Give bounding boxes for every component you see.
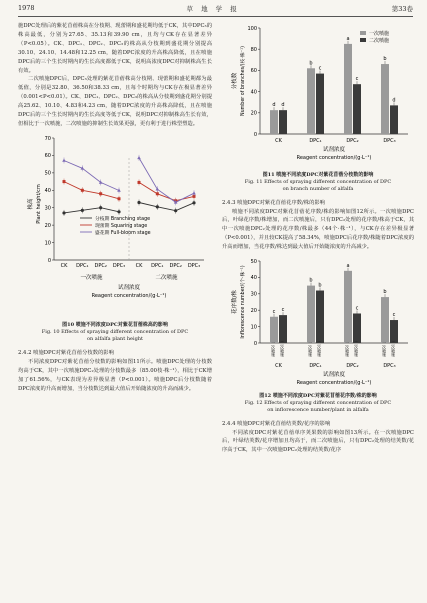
bar <box>279 110 287 134</box>
x-tick-label: DPC₃ <box>187 262 201 269</box>
y-tick-label: 0 <box>253 340 257 347</box>
y-tick-label: 40 <box>44 187 51 194</box>
bar-label: 一次喷施 <box>271 341 277 357</box>
y-tick-label: 40 <box>250 275 257 282</box>
x-axis-label-cn: 试剂浓度 <box>322 372 346 379</box>
y-tick-label: 60 <box>250 68 257 75</box>
bar <box>353 84 361 134</box>
significance-letter: c <box>355 76 359 83</box>
legend-label: 现蕾期 Squaring stage <box>95 223 148 229</box>
x-axis-label-cn: 试剂浓度 <box>322 147 346 153</box>
bar-label: 一次喷施 <box>382 341 388 357</box>
x-tick-label: CK <box>275 138 282 144</box>
y-tick-label: 30 <box>250 291 257 298</box>
y-tick-label: 60 <box>44 153 51 160</box>
series-line <box>64 181 119 198</box>
figure-12-bar-chart <box>222 255 414 393</box>
x-tick-label: DPC₁ <box>309 363 322 370</box>
paragraph: 施DPC处理后的紫花苜蓿株高在分枝期、现蕾期和盛花期均低于CK，其中DPC₃的株高最低，分别为27.65、35.13和39.90 cm，且均与CK存在显著差异（P<0.05）。CK、DPC₁、DPC₂、DPC₃的株高从分枝期到盛花期分别提高30.10、24.10、14.48和12.25 cm，随着DPC浓度的升高株高降低，且在喷施DPC后的三个生长时期内的生长高度都低于CK，说明高浓度DPC对抑制株高生长有效。 <box>18 23 212 74</box>
significance-letter: d <box>281 102 285 109</box>
y-tick-label: 50 <box>250 258 257 265</box>
journal-name: 草 地 学 报 <box>186 5 240 13</box>
x-tick-label: DPC₁ <box>151 262 164 269</box>
x-tick-label: DPC₂ <box>94 262 107 269</box>
page-header <box>18 4 413 17</box>
figure-11-bar-chart <box>222 22 414 172</box>
significance-letter: b <box>309 60 313 67</box>
x-tick-label: CK <box>275 363 282 370</box>
bar <box>353 314 361 344</box>
bar <box>390 320 398 343</box>
legend-label: 一次喷施 <box>369 31 390 37</box>
paragraph: 不同浓度DPC对紫花苜蓿单序荚果数的影响如图13所示。在一次喷施DPC后，叶绿结荚数/花序增加且均高于，而二次喷施后，只有DPC₂处理的结荚数/花序高于CK，其中一次喷施DPC₂处理的结荚数/花序 <box>222 429 414 454</box>
y-axis-label-en: Number of branches/(枝·株⁻¹) <box>241 45 246 117</box>
figure-12-caption-en: on inflorescence number/plant in alfalfa <box>267 407 369 414</box>
significance-letter: b <box>383 289 387 296</box>
y-axis-label-cn: 花序数/株 <box>232 290 238 314</box>
bar-label: 二次喷施 <box>280 341 286 357</box>
x-tick-label: DPC₁ <box>76 262 89 269</box>
figure-12-caption-en: Fig. 12 Effects of spraying different concentration of DPC <box>244 400 392 407</box>
section-heading: 2.4.3 喷施DPC对紫花苜蓿花序数/株的影响 <box>222 199 325 206</box>
significance-letter: c <box>392 312 396 319</box>
significance-letter: c <box>318 65 322 72</box>
bar <box>270 317 278 343</box>
y-tick-label: 30 <box>44 205 51 212</box>
figure-10-caption-en: on alfalfa plant height <box>86 336 144 343</box>
y-tick-label: 10 <box>250 324 257 331</box>
page-number: 1978 <box>18 4 35 12</box>
bar <box>390 105 398 134</box>
x-tick-label: CK <box>135 262 143 269</box>
x-tick-label: DPC₁ <box>309 138 322 144</box>
y-tick-label: 20 <box>250 308 257 315</box>
legend-swatch <box>360 31 366 35</box>
x-axis-label-en: Reagent concentration/(g·L⁻¹) <box>296 380 372 387</box>
section-heading: 2.4.2 喷施DPC对紫花苜蓿分枝数的影响 <box>18 350 114 357</box>
series-line <box>139 158 194 202</box>
figure-11-caption-cn: 图11 喷施不同浓度DPC对紫花苜蓿分枝数的影响 <box>262 172 374 178</box>
bar <box>307 286 315 343</box>
figure-10-caption-cn: 图10 喷施不同浓度DPC对紫花苜蓿株高的影响 <box>62 321 168 328</box>
bar <box>316 74 324 134</box>
y-tick-label: 70 <box>44 135 51 142</box>
section-heading: 2.4.4 喷施DPC对紫花苜蓿结荚数/花序的影响 <box>222 420 331 427</box>
y-axis-label-en: Inflorescence number/(个·株⁻¹) <box>241 265 246 339</box>
x-tick-label: CK <box>60 262 68 269</box>
bar <box>307 68 315 134</box>
significance-letter: d <box>272 102 276 109</box>
y-tick-label: 100 <box>247 25 257 32</box>
y-tick-label: 0 <box>47 257 51 264</box>
figure-10-caption-en: Fig. 10 Effects of spraying different concentration of DPC <box>41 329 189 336</box>
series-line <box>139 202 194 210</box>
paragraph: 二次喷施DPC后，DPC₃处理的紫花苜蓿株高分枝期、现蕾期和盛花期都为最低值，分别是32.80、36.50和38.33 cm，且每个时期均与CK存在极显著差异（0.001<P<0.01）。CK、DPC₁、DPC₂、DPC₃的株高从分枝期到盛花期分别提高25.62、10.10、4.83和4.23 cm，随着DPC浓度的升高株高降低，且在喷施DPC后的三个生长时期内的生长高度等低于CK，说明DPC对抑制株高生长有效，但相比于一次喷施，二次喷施的抑制生长效果更强，更有利于进行株型塑造。 <box>18 76 212 127</box>
y-tick-label: 80 <box>250 47 257 53</box>
series-line <box>64 208 119 213</box>
y-tick-label: 50 <box>44 170 51 177</box>
y-axis-label-cn: 株高 <box>28 198 34 210</box>
x-axis-label-en: Reagent concentration/(g·L⁻¹) <box>296 155 372 161</box>
significance-letter: b <box>309 277 313 284</box>
bar <box>381 64 389 134</box>
y-tick-label: 20 <box>44 222 51 229</box>
legend-label: 二次喷施 <box>369 38 390 44</box>
x-tick-label: DPC₂ <box>346 138 359 144</box>
legend-label: 分枝期 Branching stage <box>95 216 151 222</box>
x-tick-label: DPC₃ <box>383 138 396 144</box>
y-axis-label-cn: 分枝数 <box>232 72 238 90</box>
y-tick-label: 40 <box>250 89 257 96</box>
bar <box>279 315 287 343</box>
significance-letter: b <box>383 56 387 63</box>
bar <box>381 297 389 343</box>
legend-swatch <box>360 38 366 42</box>
figure-10-line-chart <box>18 132 212 322</box>
x-tick-label: DPC₃ <box>383 363 396 370</box>
bar-label: 一次喷施 <box>345 341 351 357</box>
x-axis-label-cn: 试剂浓度 <box>117 284 141 291</box>
bar <box>316 291 324 343</box>
bar-label: 二次喷施 <box>391 341 397 357</box>
significance-letter: c <box>355 305 359 312</box>
x-axis-label-en: Reagent concentration/(g·L⁻¹) <box>91 292 167 299</box>
paragraph: 喷施不同浓度DPC对紫花苜蓿花序数/株的影响如图12所示。一次喷施DPC后，叶绿花序数/株增加，而二次喷施后，只有DPC₂处理的花序数/株高于CK，其中一次喷施DPC₂处理的花序数/株最多（44个·株⁻¹），与CK存在差异极显著（P<0.001），并且较CK提高了58.34%，喷施DPC后花序数/株随着DPC浓度的升高而增加，当花序数/株达到最大值后开始随浓度的升高减少。 <box>222 208 414 251</box>
bar-label: 二次喷施 <box>317 341 323 357</box>
significance-letter: c <box>272 308 276 315</box>
left-column <box>18 22 212 394</box>
volume-label: 第33卷 <box>391 5 413 13</box>
x-tick-label: DPC₃ <box>112 262 126 269</box>
significance-letter: a <box>346 35 350 42</box>
x-tick-label: DPC₂ <box>169 262 182 269</box>
figure-11-caption-en: Fig. 11 Effects of spraying different concentration of DPC <box>244 179 392 186</box>
y-axis-label-en: Plant height/cm <box>36 184 42 224</box>
y-tick-label: 0 <box>253 131 257 138</box>
bar-label: 二次喷施 <box>354 341 360 357</box>
y-tick-label: 20 <box>250 110 257 117</box>
legend-label: 盛花期 Full-bloom stage <box>95 230 151 236</box>
significance-letter: c <box>281 307 285 314</box>
significance-letter: a <box>346 262 350 269</box>
group-label: 二次喷施 <box>155 274 178 281</box>
right-column <box>222 22 414 455</box>
bar-label: 一次喷施 <box>308 341 314 357</box>
significance-letter: d <box>392 97 396 104</box>
series-line <box>139 182 194 200</box>
bar <box>270 110 278 134</box>
y-tick-label: 10 <box>44 240 51 247</box>
significance-letter: b <box>318 282 322 289</box>
paragraph: 不同浓度DPC对紫花苜蓿分枝数的影响如图11所示。喷施DPC处理的分枝数均高于CK，其中一次喷施DPC₂处理的分枝数最多（85.00枝·株⁻¹），相比于CK增加了61.56%，与CK表现为差异极显著（P<0.001）。喷施DPC后分枝数随着DPC浓度的升高而增加，当分枝数达到最大值后开始随浓度的升高而减少。 <box>18 359 212 393</box>
x-tick-label: DPC₂ <box>346 363 359 370</box>
figure-12-caption-cn: 图12 喷施不同浓度DPC对紫花苜蓿花序数/株的影响 <box>259 393 377 400</box>
figure-11-caption-en: on branch number of alfalfa <box>282 186 354 193</box>
bar <box>344 271 352 343</box>
bar <box>344 44 352 134</box>
group-label: 一次喷施 <box>80 274 103 281</box>
